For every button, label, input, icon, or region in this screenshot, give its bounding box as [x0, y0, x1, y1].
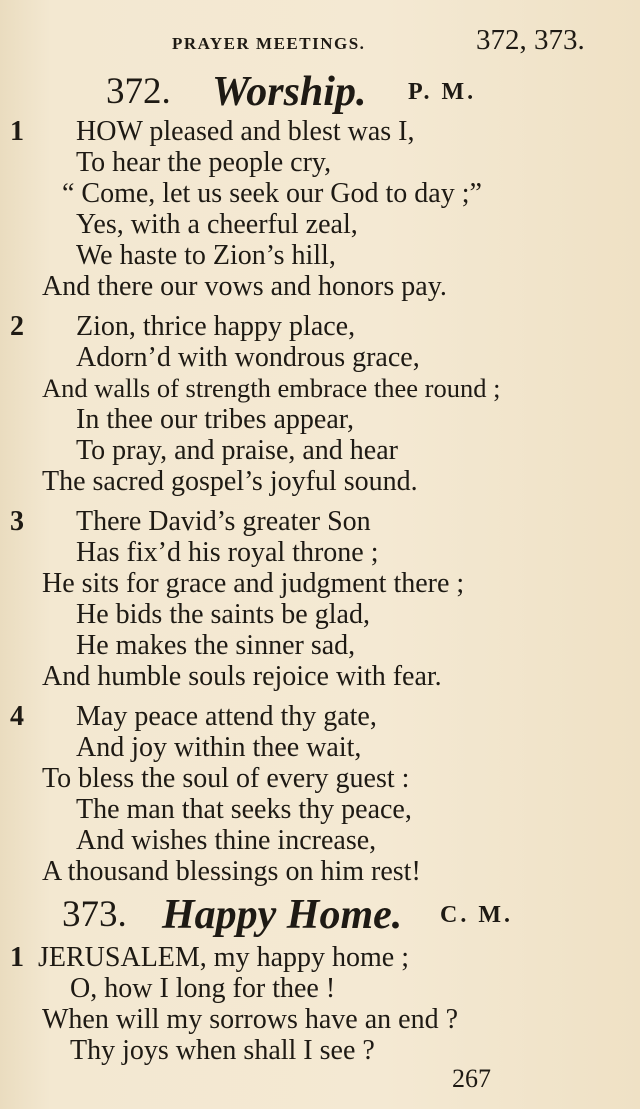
stanza-number: 3 — [10, 506, 24, 537]
verse-line: To hear the people cry, — [76, 147, 332, 178]
verse-line: Yes, with a cheerful zeal, — [76, 209, 358, 240]
verse-line: Zion, thrice happy place, — [76, 311, 356, 342]
page-number: 267 — [452, 1064, 491, 1093]
hymn-number: 372. — [106, 71, 171, 112]
verse-line: To pray, and praise, and hear — [76, 435, 398, 466]
hymn-name: Worship. — [212, 69, 367, 115]
verse-line: And walls of strength embrace thee round ; — [42, 373, 501, 403]
verse-line: HOW pleased and blest was I, — [76, 116, 415, 147]
hymn-meter: C. M. — [440, 902, 513, 928]
stanza-number: 4 — [10, 701, 24, 732]
stanza-number: 1 — [10, 116, 24, 147]
stanza-number: 2 — [10, 311, 24, 342]
verse-line: And there our vows and honors pay. — [42, 271, 447, 302]
verse-line: He bids the saints be glad, — [76, 599, 370, 630]
verse-line: The man that seeks thy peace, — [76, 794, 412, 825]
verse-line: To bless the soul of every guest : — [42, 763, 410, 794]
running-head-hymn-numbers: 372, 373. — [476, 24, 585, 56]
verse-line: JERUSALEM, my happy home ; — [38, 942, 409, 973]
verse-line: O, how I long for thee ! — [70, 973, 336, 1004]
verse-line: And joy within thee wait, — [76, 732, 362, 763]
verse-line: In thee our tribes appear, — [76, 404, 354, 435]
verse-line: When will my sorrows have an end ? — [42, 1004, 458, 1035]
verse-line: He makes the sinner sad, — [76, 630, 356, 661]
verse-line: There David’s greater Son — [76, 506, 371, 537]
verse-line: A thousand blessings on him rest! — [42, 856, 421, 887]
verse-line: We haste to Zion’s hill, — [76, 240, 336, 271]
verse-line: He sits for grace and judgment there ; — [42, 568, 465, 599]
stanza-number: 1 — [10, 942, 24, 973]
verse-line: The sacred gospel’s joyful sound. — [42, 466, 418, 497]
verse-line: Thy joys when shall I see ? — [70, 1035, 375, 1066]
verse-line: And humble souls rejoice with fear. — [42, 661, 442, 692]
hymn-number: 373. — [62, 894, 127, 935]
verse-line: And wishes thine increase, — [76, 825, 377, 856]
verse-line: May peace attend thy gate, — [76, 701, 377, 732]
running-head — [0, 26, 640, 60]
verse-line: “ Come, let us seek our God to day ;” — [62, 178, 482, 209]
hymn-title-372 — [0, 70, 640, 122]
verse-line: Adorn’d with wondrous grace, — [76, 342, 420, 373]
verse-line: Has fix’d his royal throne ; — [76, 537, 379, 568]
hymn-name: Happy Home. — [162, 892, 403, 938]
running-head-title: PRAYER MEETINGS. — [172, 34, 366, 53]
hymn-title-373 — [0, 893, 640, 945]
hymn-meter: P. M. — [408, 79, 477, 105]
